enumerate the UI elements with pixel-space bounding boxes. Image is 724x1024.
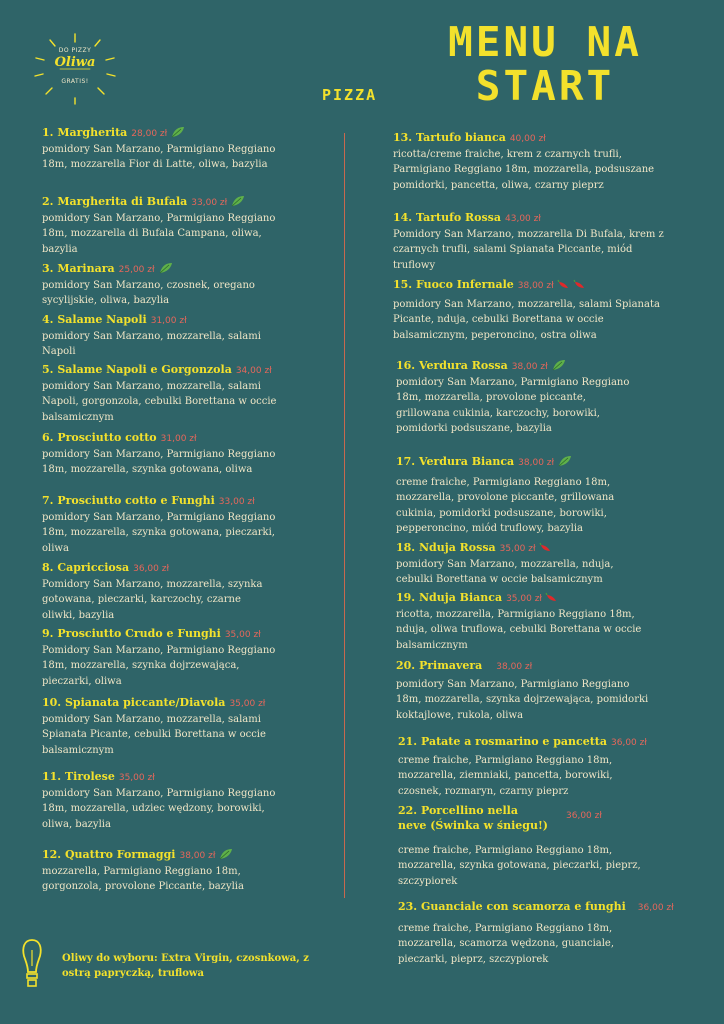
item-price: 38,00 zł [517, 281, 554, 291]
item-price: 34,00 zł [235, 366, 272, 376]
item-price: 38,00 zł [179, 851, 216, 861]
item-price: 36,00 zł [566, 811, 602, 821]
item-description: creme fraiche, Parmigiano Reggiano 18m, mozzarella, provolone piccante, grillowana cukinia, pomidorki podsuszane, borowiki, pepperoncino, miód truflowy, bazylia [396, 477, 615, 534]
item-name: 4. Salame Napoli [42, 313, 147, 326]
item-description: ricotta, mozzarella, Parmigiano Reggiano 18m, nduja, oliwa truflowa, cebulki Borettana w occie balsamicznym [396, 609, 642, 651]
chili-pepper-icon [573, 279, 586, 289]
item-description: creme fraiche, Parmigiano Reggiano 18m, mozzarella, scamorza wędzona, guanciale, pieczarki, pieprz, szczypiorek [398, 923, 615, 965]
item-description: Pomidory San Marzano, mozzarella, szynka gotowana, pieczarki, karczochy, czarne oliwki, bazylia [42, 579, 263, 621]
item-price: 38,00 zł [496, 662, 533, 672]
menu-item [42, 125, 277, 173]
basil-leaf-icon [231, 195, 245, 207]
chili-pepper-icon [557, 279, 570, 289]
oil-options-note: Oliwy do wyboru: Extra Virgin, czosnkowa, z ostrą papryczką, truflowa [62, 953, 309, 979]
item-description: pomidory San Marzano, czosnek, oregano sycylijskie, oliwa, bazylia [42, 280, 255, 307]
item-name: 20. Primavera [396, 659, 483, 672]
menu-item [396, 658, 656, 723]
logo-name: Oliwa [54, 55, 96, 70]
item-description: Pomidory San Marzano, Parmigiano Reggiano 18m, mozzarella, szynka dojrzewająca, pieczarki, oliwa [42, 645, 276, 687]
menu-item [396, 454, 656, 536]
item-name: 13. Tartufo bianca [393, 131, 506, 144]
item-description: pomidory San Marzano, Parmigiano Reggiano 18m, mozzarella, szynka gotowana, pieczarki, oliwa [42, 512, 276, 554]
oil-bottle-icon [20, 938, 44, 990]
item-price: 36,00 zł [611, 738, 647, 748]
item-price: 35,00 zł [506, 594, 542, 604]
item-name: 23. Guanciale con scamorza e funghi [398, 900, 626, 913]
item-description: pomidory San Marzano, Parmigiano Reggiano 18m, mozzarella, szynka gotowana, oliwa [42, 449, 276, 476]
menu-item [42, 312, 277, 360]
item-description: Pomidory San Marzano, mozzarella Di Bufala, krem z czarnych trufli, salami Spianata Piccante, miód truflowy [393, 229, 664, 271]
menu-item [42, 560, 277, 623]
item-price: 36,00 zł [637, 903, 674, 913]
item-price: 38,00 zł [511, 362, 548, 372]
basil-leaf-icon [159, 262, 173, 274]
item-name: 21. Patate a rosmarino e pancetta [398, 735, 608, 748]
item-price: 35,00 zł [229, 699, 266, 709]
item-description: pomidory San Marzano, mozzarella, salami Napoli [42, 331, 261, 358]
menu-item [42, 194, 277, 257]
menu-item [42, 493, 277, 556]
item-price: 35,00 zł [499, 544, 536, 554]
item-description: pomidory San Marzano, mozzarella, nduja, cebulki Borettana w occie balsamicznym [396, 559, 614, 586]
menu-item [393, 277, 668, 343]
menu-item [398, 803, 648, 889]
item-price: 38,00 zł [518, 458, 555, 468]
item-price: 35,00 zł [118, 773, 155, 783]
item-name: 14. Tartufo Rossa [393, 211, 501, 224]
logo-line-1: DO PIZZY [58, 47, 92, 54]
item-name: 7. Prosciutto cotto e Funghi [42, 494, 215, 507]
item-name: 9. Prosciutto Crudo e Funghi [42, 627, 221, 640]
logo-line-3: GRATIS! [61, 78, 89, 85]
menu-item [396, 540, 646, 588]
item-description: pomidory San Marzano, mozzarella, salami Spianata Picante, cebulki Borettana w occie balsamicznym [42, 714, 266, 756]
item-price: 33,00 zł [191, 198, 228, 208]
item-price: 28,00 zł [131, 129, 168, 139]
item-description: pomidory San Marzano, Parmigiano Reggiano 18m, mozzarella di Bufala Campana, oliwa, bazylia [42, 213, 276, 255]
menu-item [42, 769, 277, 832]
item-description: creme fraiche, Parmigiano Reggiano 18m, mozzarella, ziemniaki, pancetta, borowiki, czosnek, rozmaryn, czarny pieprz [398, 755, 613, 797]
item-description: creme fraiche, Parmigiano Reggiano 18m, mozzarella, szynka gotowana, pieczarki, pieprz, szczypiorek [398, 845, 641, 887]
item-name: 3. Marinara [42, 262, 115, 275]
menu-item [398, 734, 658, 799]
menu-item [42, 847, 292, 895]
item-price: 40,00 zł [509, 134, 546, 144]
chili-pepper-icon [545, 592, 558, 602]
item-name: 15. Fuoco Infernale [393, 278, 514, 291]
item-name: 8. Capricciosa [42, 561, 130, 574]
item-price: 36,00 zł [133, 564, 170, 574]
item-name: 12. Quattro Formaggi [42, 848, 176, 861]
item-description: mozzarella, Parmigiano Reggiano 18m, gorgonzola, provolone Piccante, bazylia [42, 866, 244, 893]
item-price: 35,00 zł [224, 630, 261, 640]
menu-item [42, 695, 277, 758]
basil-leaf-icon [171, 126, 185, 138]
menu-title: MENU NA START [448, 18, 642, 110]
item-description: ricotta/creme fraiche, krem z czarnych trufli, Parmigiano Reggiano 18m, mozzarella, podsuszane pomidorki, pancetta, oliwa, czarny pieprz [393, 149, 655, 191]
item-name: 22. Porcellino nella neve (Świnka w śniegu!) [398, 804, 548, 832]
menu-item [42, 261, 277, 309]
item-price: 33,00 zł [218, 497, 255, 507]
item-name: 18. Nduja Rossa [396, 541, 496, 554]
item-name: 5. Salame Napoli e Gorgonzola [42, 363, 232, 376]
item-name: 1. Margherita [42, 126, 128, 139]
column-divider [344, 133, 345, 898]
item-description: pomidory San Marzano, mozzarella, salami Napoli, gorgonzola, cebulki Borettana w occie balsamicznym [42, 381, 277, 423]
item-description: pomidory San Marzano, Parmigiano Reggiano 18m, mozzarella Fior di Latte, oliwa, bazylia [42, 144, 276, 171]
item-name: 19. Nduja Bianca [396, 591, 503, 604]
item-name: 16. Verdura Rossa [396, 359, 508, 372]
chili-pepper-icon [539, 542, 552, 552]
menu-item [398, 899, 674, 967]
item-name: 11. Tirolese [42, 770, 115, 783]
item-description: pomidory San Marzano, Parmigiano Reggiano 18m, mozzarella, provolone piccante, grillowana cukinia, karczochy, borowiki, pomidorki podsuszane, bazylia [396, 377, 630, 434]
menu-item [396, 590, 666, 653]
item-price: 43,00 zł [505, 214, 541, 224]
item-name: 17. Verdura Bianca [396, 455, 515, 468]
item-price: 31,00 zł [150, 316, 187, 326]
section-subtitle: PIZZA [322, 86, 378, 104]
item-name: 10. Spianata piccante/Diavola [42, 696, 226, 709]
menu-item [393, 210, 668, 273]
item-description: pomidory San Marzano, mozzarella, salami Spianata Picante, nduja, cebulki Borettana w occie balsamicznym, peperoncino, ostra oliwa [393, 299, 660, 341]
item-name: 6. Prosciutto cotto [42, 431, 157, 444]
item-name: 2. Margherita di Bufala [42, 195, 188, 208]
basil-leaf-icon [552, 359, 566, 371]
item-price: 25,00 zł [118, 265, 155, 275]
basil-leaf-icon [558, 455, 572, 467]
item-description: pomidory San Marzano, Parmigiano Reggiano 18m, mozzarella, szynka dojrzewająca, pomidorki koktajlowe, rukola, oliwa [396, 679, 649, 721]
menu-item [42, 626, 277, 689]
menu-item [396, 358, 641, 436]
menu-item [393, 130, 668, 193]
basil-leaf-icon [219, 848, 233, 860]
menu-item [42, 362, 277, 425]
oliwa-gratis-logo [30, 32, 120, 107]
item-description: pomidory San Marzano, Parmigiano Reggiano 18m, mozzarella, udziec wędzony, borowiki, oliwa, bazylia [42, 788, 276, 830]
menu-item [42, 430, 277, 478]
item-price: 31,00 zł [160, 434, 197, 444]
